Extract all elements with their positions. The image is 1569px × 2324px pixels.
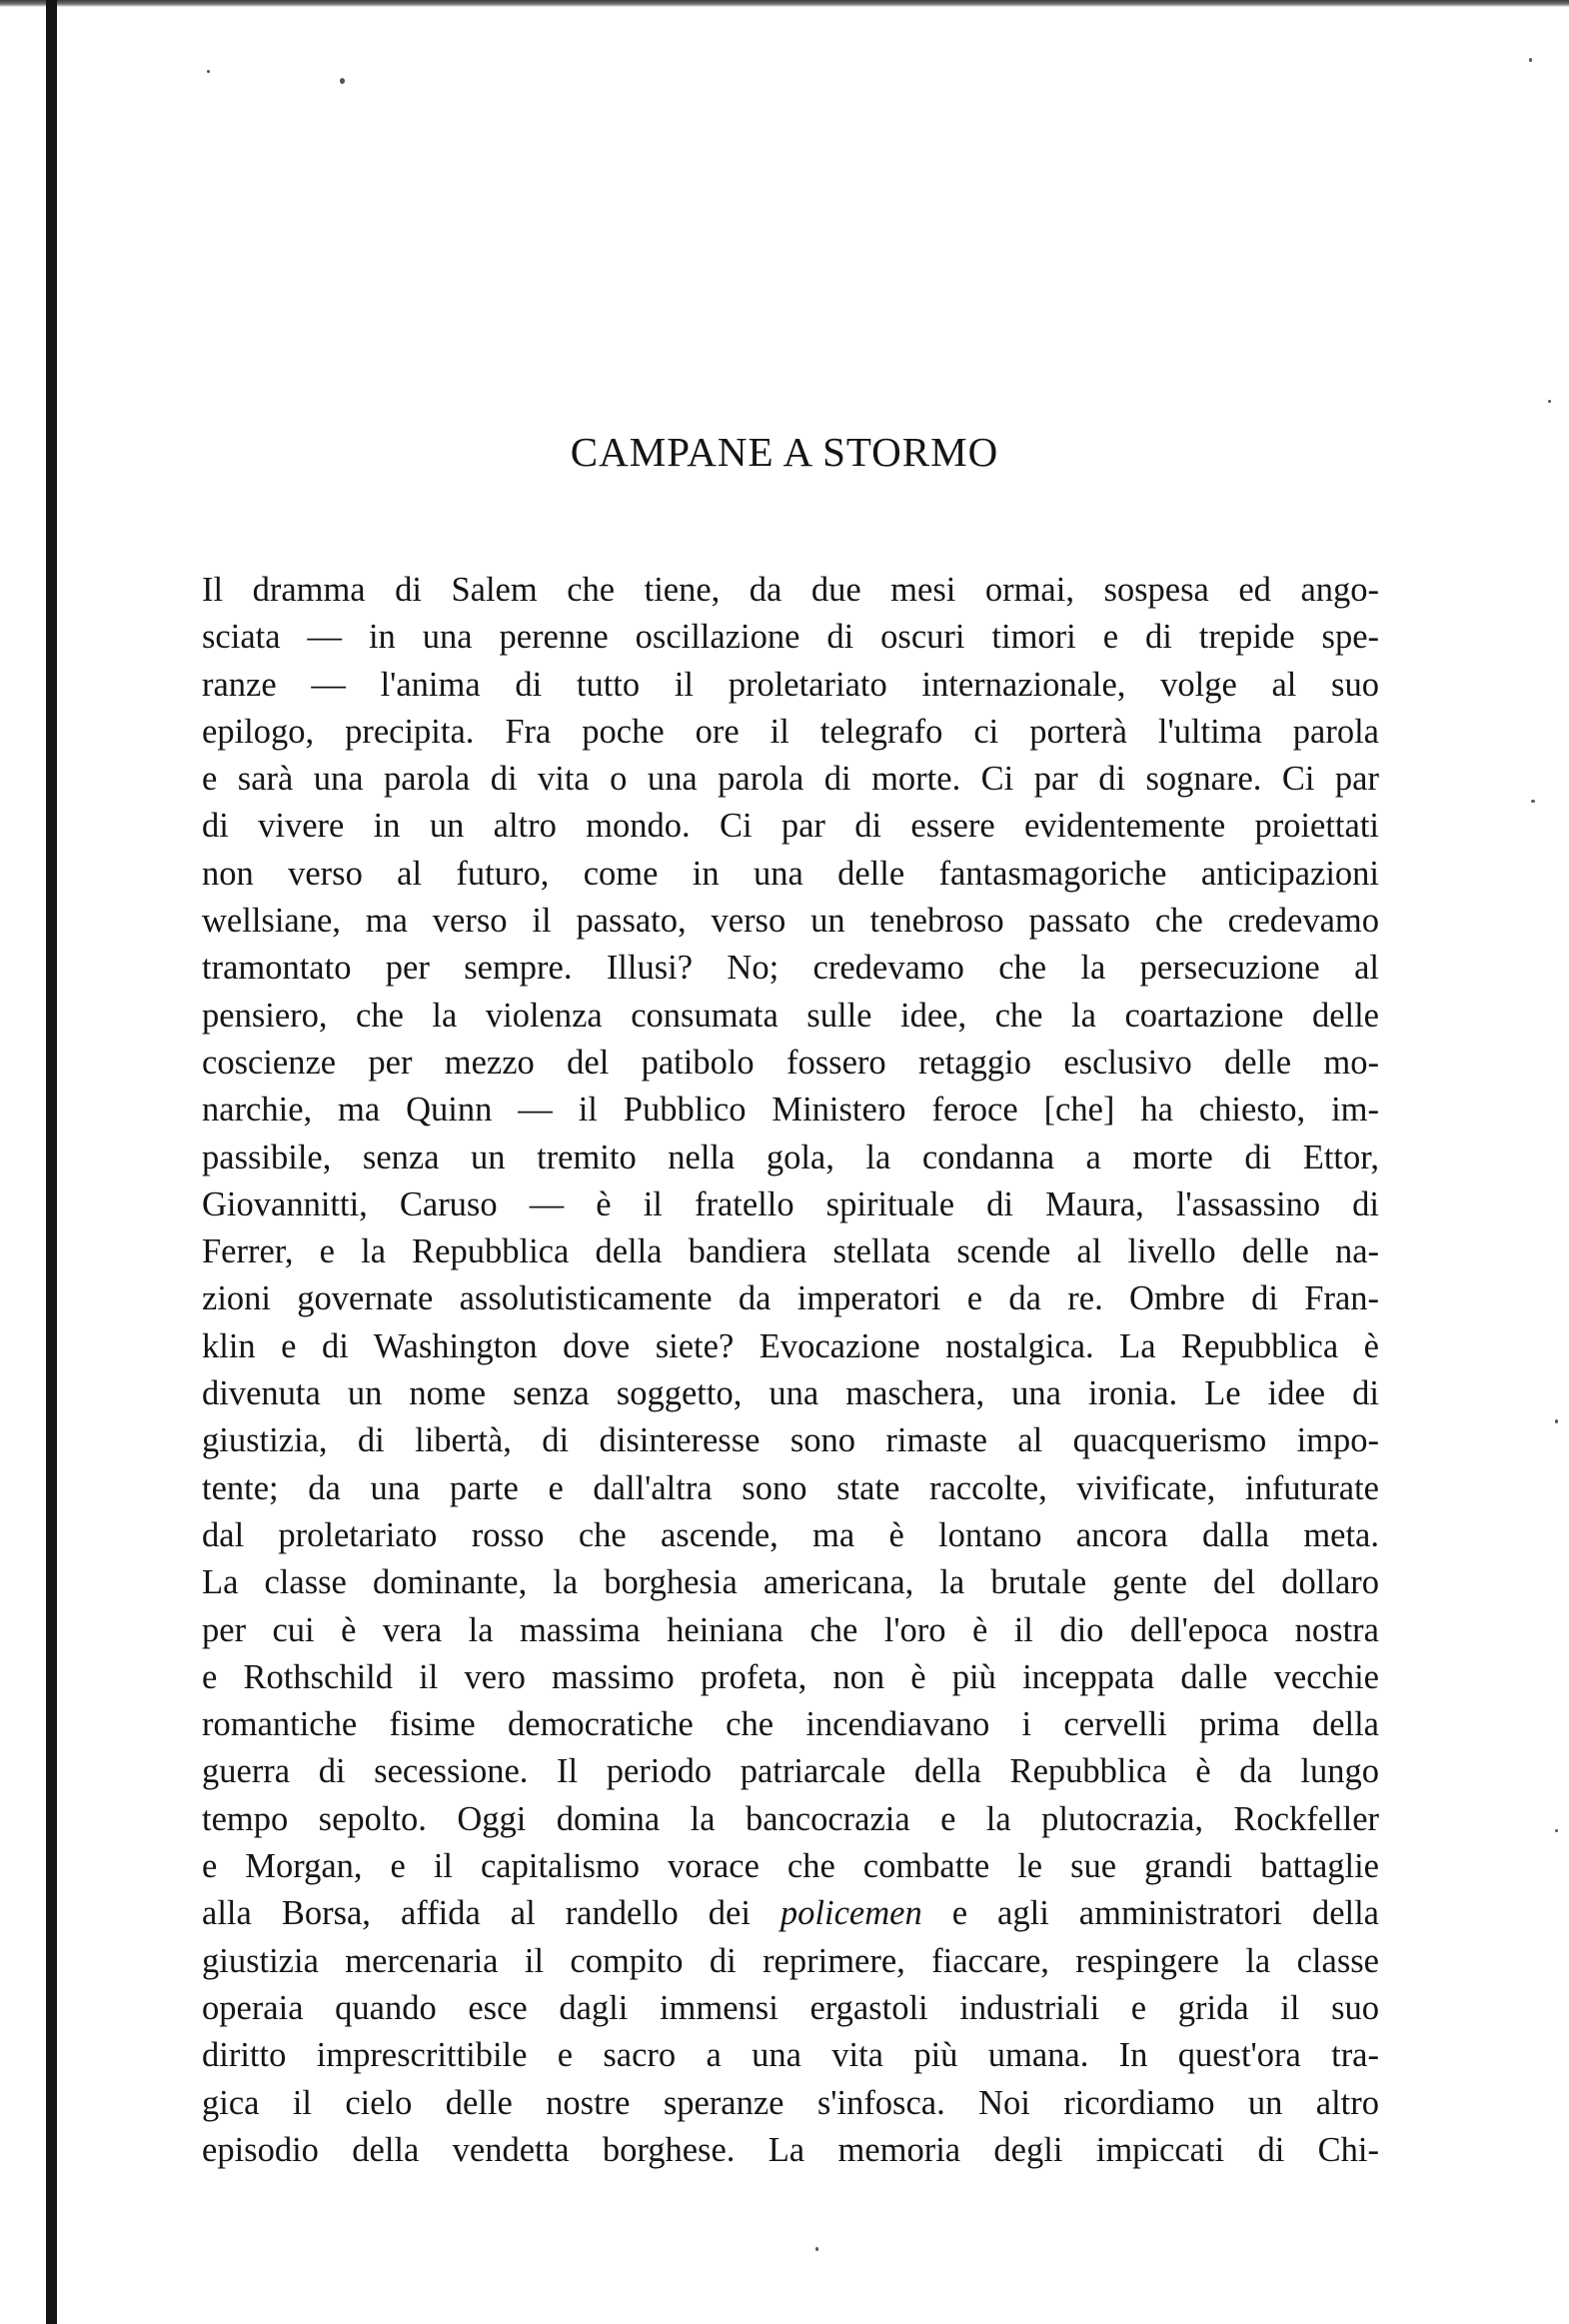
text-run: non verso al futuro, come in una delle fantasmagoriche anticipazioni <box>202 854 1379 893</box>
text-line <box>202 1417 1379 1464</box>
text-line <box>202 851 1379 898</box>
text-run: romantiche fisime democratiche che incendiavano i cervelli prima della <box>202 1705 1379 1744</box>
text-line <box>202 1654 1379 1701</box>
speck <box>207 70 210 73</box>
text-run: episodio della vendetta borghese. La memoria degli impiccati di Chi- <box>202 2130 1379 2169</box>
text-run: di vivere in un altro mondo. Ci par di essere evidentemente proiettati <box>202 807 1379 846</box>
text-line <box>202 1796 1379 1843</box>
text-line <box>202 662 1379 709</box>
text-run: giustizia, di libertà, di disinteresse sono rimaste al quacquerismo impo- <box>202 1421 1379 1460</box>
page-title: CAMPANE A STORMO <box>570 429 999 475</box>
text-line <box>202 1135 1379 1181</box>
text-run: Giovannitti, Caruso — è il fratello spirituale di Maura, l'assassino di <box>202 1184 1379 1223</box>
text-run: passibile, senza un tremito nella gola, la condanna a morte di Ettor, <box>202 1138 1379 1176</box>
text-line <box>202 1275 1379 1322</box>
text-run: alla Borsa, affida al randello dei <box>202 1894 781 1933</box>
text-line <box>202 1701 1379 1748</box>
text-run: tempo sepolto. Oggi domina la bancocrazia e la plutocrazia, Rockfeller <box>202 1799 1379 1838</box>
text-line <box>202 1890 1379 1937</box>
text-line <box>202 1465 1379 1512</box>
text-run: tramontato per sempre. Illusi? No; credevamo che la persecuzione al <box>202 949 1379 988</box>
text-run: klin e di Washington dove siete? Evocazione nostalgica. La Repubblica è <box>202 1326 1379 1365</box>
italic-phrase: policemen <box>780 1894 922 1933</box>
text-line <box>202 1748 1379 1795</box>
text-run: divenuta un nome senza soggetto, una maschera, una ironia. Le idee di <box>202 1374 1379 1413</box>
text-line <box>202 1040 1379 1087</box>
text-run: ranze — l'anima di tutto il proletariato internazionale, volge al suo <box>202 665 1379 704</box>
text-run: Ferrer, e la Repubblica della bandiera stellata scende al livello delle na- <box>202 1232 1379 1271</box>
text-run: per cui è vera la massima heiniana che l'oro è il dio dell'epoca nostra <box>202 1610 1379 1649</box>
text-line <box>202 1370 1379 1417</box>
text-line <box>202 709 1379 756</box>
page-spine-shadow <box>46 0 57 2324</box>
text-line <box>202 2032 1379 2079</box>
scan-top-edge <box>0 0 1569 7</box>
text-line <box>202 803 1379 850</box>
text-run: narchie, ma Quinn — il Pubblico Ministero feroce [che] ha chiesto, im- <box>202 1091 1379 1130</box>
text-line <box>202 1228 1379 1275</box>
text-run: Il dramma di Salem che tiene, da due mesi ormai, sospesa ed ango- <box>202 571 1379 609</box>
text-line <box>202 1323 1379 1370</box>
speck <box>340 78 345 84</box>
text-run: epilogo, precipita. Fra poche ore il telegrafo ci porterà l'ultima parola <box>202 712 1379 751</box>
text-line <box>202 1843 1379 1890</box>
text-line <box>202 567 1379 614</box>
speck <box>1555 1419 1558 1423</box>
body-text <box>202 567 1379 2174</box>
text-run: zioni governate assolutisticamente da imperatori e da re. Ombre di Fran- <box>202 1279 1379 1318</box>
text-line <box>202 2080 1379 2127</box>
text-run: e agli amministratori della <box>921 1894 1379 1933</box>
speck <box>1531 800 1535 803</box>
text-run: gica il cielo delle nostre speranze s'infosca. Noi ricordiamo un altro <box>202 2083 1379 2122</box>
text-run: pensiero, che la violenza consumata sulle idee, che la coartazione delle <box>202 996 1379 1035</box>
text-run: guerra di secessione. Il periodo patriarcale della Repubblica è da lungo <box>202 1752 1379 1791</box>
text-line <box>202 756 1379 803</box>
text-run: giustizia mercenaria il compito di reprimere, fiaccare, respingere la classe <box>202 1941 1379 1980</box>
text-line <box>202 898 1379 945</box>
text-line <box>202 1985 1379 2032</box>
text-line <box>202 993 1379 1040</box>
text-line <box>202 1938 1379 1985</box>
text-run: e Morgan, e il capitalismo vorace che combatte le sue grandi battaglie <box>202 1847 1379 1886</box>
text-line <box>202 1559 1379 1606</box>
text-line <box>202 1181 1379 1228</box>
text-line <box>202 1087 1379 1134</box>
text-line <box>202 1512 1379 1559</box>
text-run: dal proletariato rosso che ascende, ma è lontano ancora dalla meta. <box>202 1515 1379 1554</box>
text-run: tente; da una parte e dall'altra sono state raccolte, vivificate, infuturate <box>202 1468 1379 1507</box>
text-line <box>202 614 1379 661</box>
text-run: e Rothschild il vero massimo profeta, non è più inceppata dalle vecchie <box>202 1657 1379 1696</box>
speck <box>815 2247 818 2251</box>
text-line <box>202 2127 1379 2174</box>
text-run: sciata — in una perenne oscillazione di oscuri timori e di trepide spe- <box>202 618 1379 657</box>
text-line <box>202 945 1379 992</box>
speck <box>1529 58 1532 62</box>
text-run: coscienze per mezzo del patibolo fossero retaggio esclusivo delle mo- <box>202 1043 1379 1082</box>
speck <box>1548 400 1551 403</box>
text-run: operaia quando esce dagli immensi ergastoli industriali e grida il suo <box>202 1988 1379 2027</box>
text-run: diritto imprescrittibile e sacro a una vita più umana. In quest'ora tra- <box>202 2036 1379 2075</box>
text-line <box>202 1607 1379 1654</box>
text-run: wellsiane, ma verso il passato, verso un tenebroso passato che credevamo <box>202 902 1379 941</box>
text-run: e sarà una parola di vita o una parola di morte. Ci par di sognare. Ci par <box>202 760 1379 799</box>
speck <box>1555 1829 1558 1832</box>
text-run: La classe dominante, la borghesia americana, la brutale gente del dollaro <box>202 1563 1379 1602</box>
